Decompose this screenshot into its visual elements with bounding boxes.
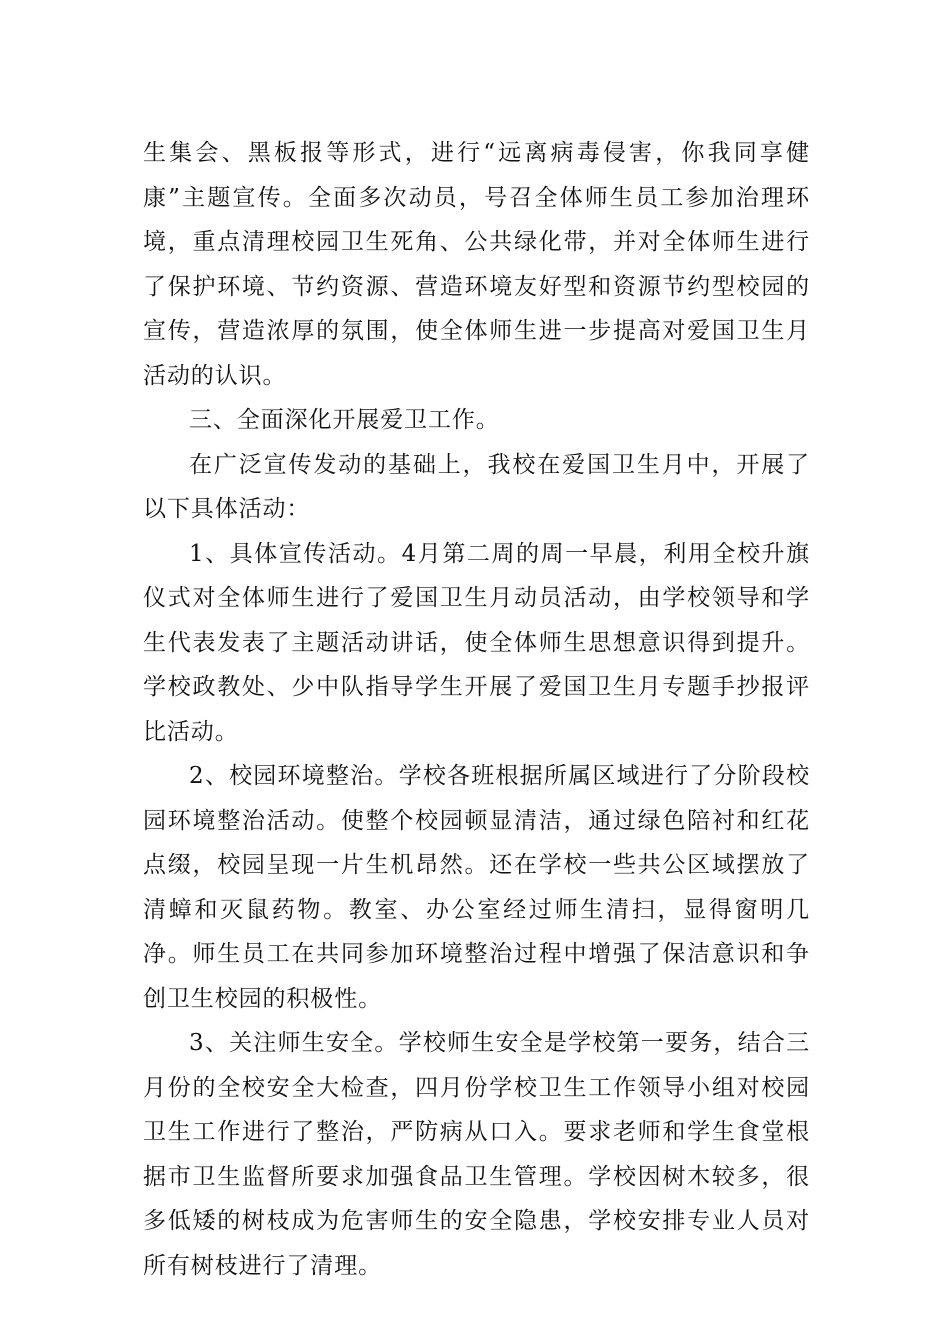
paragraph-item-3: 3、关注师生安全。学校师生安全是学校第一要务，结合三月份的全校安全大检查，四月份学校卫生工作领导小组对校园卫生工作进行了整治，严防病从口入。要求老师和学生食堂根据市卫生监督所要求加强食品卫生管理。学校因树木较多，很多低矮的树枝成为危害师生的安全隐患，学校安排专业人员对所有树枝进行了清理。 bbox=[143, 1030, 810, 1279]
paragraph-item-2: 2、校园环境整治。学校各班根据所属区域进行了分阶段校园环境整治活动。使整个校园顿显清洁，通过绿色陪衬和红花点缀，校园呈现一片生机昂然。还在学校一些共公区域摆放了清蟑和灭鼠药物。教室、办公室经过师生清扫，显得窗明几净。师生员工在共同参加环境整治过程中增强了保洁意识和争创卫生校园的积极性。 bbox=[143, 763, 810, 1012]
paragraph-intro: 在广泛宣传发动的基础上，我校在爱国卫生月中，开展了以下具体活动： bbox=[143, 451, 810, 522]
section-heading: 三、全面深化开展爱卫工作。 bbox=[189, 407, 500, 433]
paragraph-continuation: 生集会、黑板报等形式，进行“远离病毒侵害，你我同享健康”主题宣传。全面多次动员，号召全体师生员工参加治理环境，重点清理校园卫生死角、公共绿化带，并对全体师生进行了保护环境、节约资源、营造环境友好型和资源节约型校园的宣传，营造浓厚的氛围，使全体师生进一步提高对爱国卫生月活动的认识。 bbox=[143, 140, 810, 389]
paragraph-item-1: 1、具体宣传活动。4月第二周的周一早晨，利用全校升旗仪式对全体师生进行了爱国卫生月动员活动，由学校领导和学生代表发表了主题活动讲话，使全体师生思想意识得到提升。学校政教处、少中队指导学生开展了爱国卫生月专题手抄报评比活动。 bbox=[143, 540, 810, 745]
